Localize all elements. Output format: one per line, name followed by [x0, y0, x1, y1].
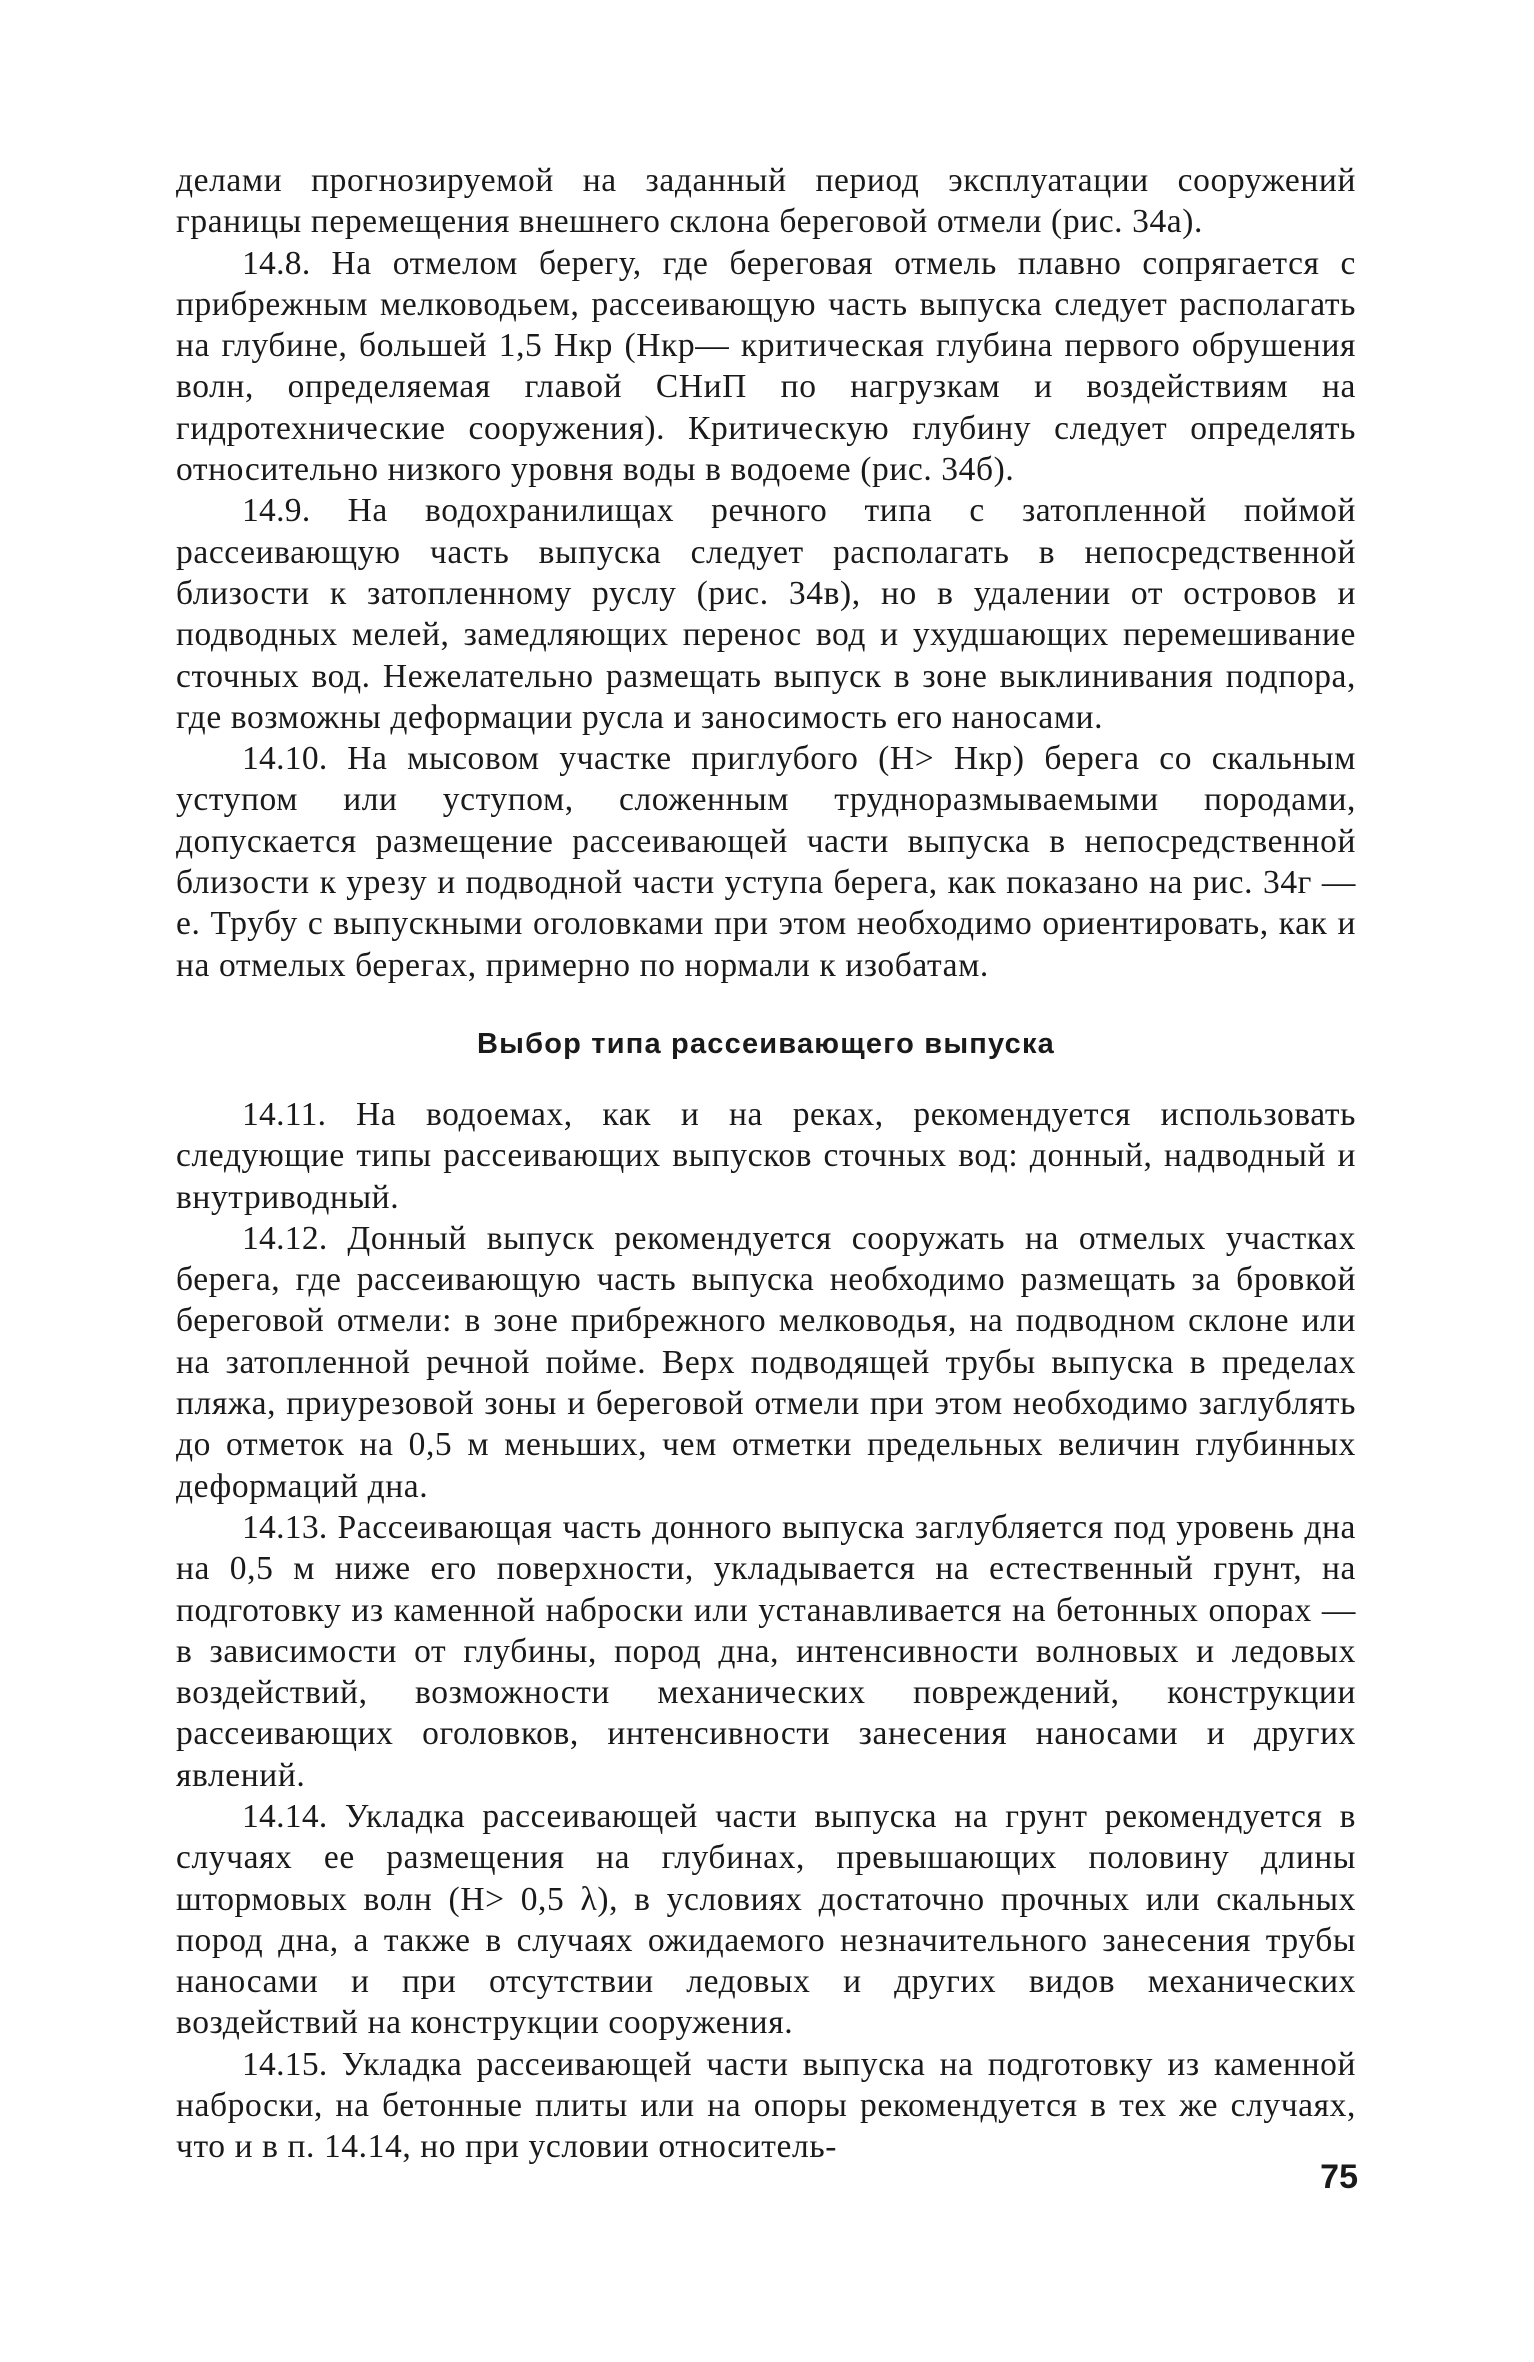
paragraph-14-12 — [176, 1218, 1356, 1507]
paragraph-number: 14.13. — [242, 1508, 328, 1546]
paragraph-number: 14.9. — [242, 492, 311, 530]
paragraph-text: делами прогнозируемой на заданный период эксплуатации сооружений границы перемещения внешнего склона береговой отмели (рис. 34а). — [176, 162, 1356, 241]
paragraph-number: 14.12. — [242, 1219, 328, 1257]
paragraph-text: Укладка рассеивающей части выпуска на грунт рекомендуется в случаях ее размещения на глубинах, превышающих половину длины штормовых волн (Н> 0,5 λ), в условиях достаточно прочных или скальных пород дна, а также в случаях ожидаемого незначительного занесения трубы наносами и при отсутствии ледовых и других видов механических воздействий на конструкции сооружения. — [176, 1797, 1356, 2042]
paragraph-number: 14.8. — [242, 244, 311, 282]
paragraph-number: 14.10. — [242, 740, 328, 778]
paragraph-14-13 — [176, 1507, 1356, 1796]
paragraph-14-10 — [176, 738, 1356, 986]
page-body — [176, 160, 1356, 2168]
paragraph-14-9 — [176, 490, 1356, 738]
paragraph-14-11 — [176, 1094, 1356, 1218]
paragraph-text: Донный выпуск рекомендуется сооружать на отмелых участках берега, где рассеивающую часть выпуска необходимо размещать за бровкой береговой отмели: в зоне прибрежного мелководья, на подводном склоне или на затопленной речной пойме. Верх подводящей трубы выпуска в пределах пляжа, приурезовой зоны и береговой отмели при этом необходимо заглублять до отметок на 0,5 м меньших, чем отметки предельных величин глубинных деформаций дна. — [176, 1219, 1356, 1505]
paragraph-number: 14.15. — [242, 2045, 328, 2083]
paragraph-14-15 — [176, 2044, 1356, 2168]
paragraph-continuation — [176, 160, 1356, 243]
paragraph-text: На водохранилищах речного типа с затопленной поймой рассеивающую часть выпуска следует располагать в непосредственной близости к затопленному руслу (рис. 34в), но в удалении от островов и подводных мелей, замедляющих перенос вод и ухудшающих перемешивание сточных вод. Нежелательно размещать выпуск в зоне выклинивания подпора, где возможны деформации русла и заносимость его наносами. — [176, 492, 1356, 736]
paragraph-number: 14.11. — [242, 1095, 327, 1133]
paragraph-text: На отмелом берегу, где береговая отмель плавно сопрягается с прибрежным мелководьем, рассеивающую часть выпуска следует располагать на глубине, большей 1,5 Нкр (Нкр— критическая глубина первого обрушения волн, определяемая главой СНиП по нагрузкам и воздействиям на гидротехнические сооружения). Критическую глубину следует определять относительно низкого уровня воды в водоеме (рис. 34б). — [176, 244, 1356, 489]
paragraph-text: Рассеивающая часть донного выпуска заглубляется под уровень дна на 0,5 м ниже его поверхности, укладывается на естественный грунт, на подготовку из каменной наброски или устанавливается на бетонных опорах — в зависимости от глубины, пород дна, интенсивности волновых и ледовых воздействий, возможности механических повреждений, конструкции рассеивающих оголовков, интенсивности занесения наносами и других явлений. — [176, 1508, 1356, 1794]
section-heading: Выбор типа рассеивающего выпуска — [477, 1027, 1055, 1060]
paragraph-text: На мысовом участке приглубого (Н> Нкр) берега со скальным уступом или уступом, сложенным трудноразмываемыми породами, допускается размещение рассеивающей части выпуска в непосредственной близости к урезу и подводной части уступа берега, как показано на рис. 34г — е. Трубу с выпускными оголовками при этом необходимо ориентировать, как и на отмелых берегах, примерно по нормали к изобатам. — [176, 740, 1356, 984]
paragraph-number: 14.14. — [242, 1797, 328, 1835]
paragraph-14-8 — [176, 243, 1356, 491]
paragraph-14-14 — [176, 1796, 1356, 2044]
page-number: 75 — [1320, 2158, 1358, 2196]
paragraph-text: Укладка рассеивающей части выпуска на подготовку из каменной наброски, на бетонные плиты или на опоры рекомендуется в тех же случаях, что и в п. 14.14, но при условии относитель- — [176, 2045, 1356, 2166]
paragraph-text: На водоемах, как и на реках, рекомендуется использовать следующие типы рассеивающих выпусков сточных вод: донный, надводный и внутриводный. — [176, 1095, 1356, 1216]
